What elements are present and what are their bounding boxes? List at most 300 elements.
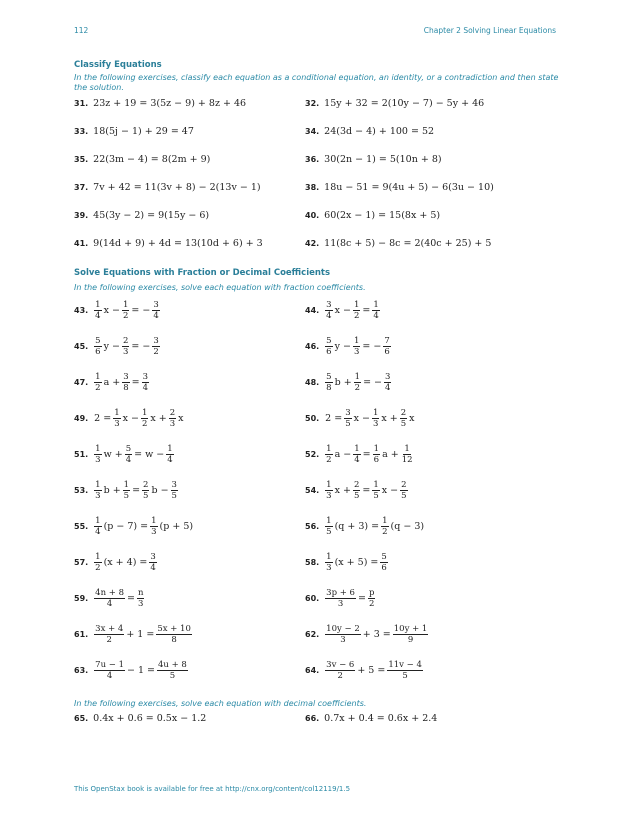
denominator: 9 xyxy=(407,635,414,645)
fraction xyxy=(381,516,388,537)
denominator: 3 xyxy=(151,527,157,537)
exercise-item xyxy=(305,126,434,137)
fraction xyxy=(122,336,129,357)
exercise-item xyxy=(305,588,376,609)
exercise-item xyxy=(305,444,415,465)
fraction xyxy=(325,588,356,609)
exercise-item xyxy=(74,552,158,573)
exercise-number: 41. xyxy=(74,239,89,248)
fraction xyxy=(353,480,360,501)
exercise-number: 45. xyxy=(74,342,89,351)
exercise-equation xyxy=(324,300,381,321)
equation-text: w + xyxy=(103,449,123,460)
fraction xyxy=(137,588,144,609)
exercise-equation xyxy=(324,588,376,609)
exercise-number: 31. xyxy=(74,99,89,108)
exercise-item xyxy=(74,238,263,249)
exercise-number: 57. xyxy=(74,558,89,567)
fraction xyxy=(157,660,188,681)
exercise-number: 34. xyxy=(305,127,320,136)
fraction xyxy=(94,588,125,609)
numerator: 1 xyxy=(123,480,130,490)
denominator: 5 xyxy=(169,671,176,681)
fraction xyxy=(94,552,101,573)
fraction xyxy=(368,588,375,609)
exercise-number: 48. xyxy=(305,378,320,387)
denominator: 8 xyxy=(326,383,332,393)
exercise-item xyxy=(74,126,194,137)
numerator: 3 xyxy=(142,372,149,382)
denominator: 6 xyxy=(384,347,390,357)
exercise-equation xyxy=(93,372,150,393)
fraction xyxy=(142,480,149,501)
fraction xyxy=(166,444,173,465)
exercise-equation xyxy=(93,300,161,321)
denominator: 2 xyxy=(337,671,343,681)
exercise-number: 54. xyxy=(305,486,320,495)
exercise-number: 32. xyxy=(305,99,320,108)
fraction xyxy=(372,408,379,429)
fraction xyxy=(94,624,124,645)
exercise-item xyxy=(305,98,484,109)
numerator: 5 xyxy=(125,444,132,454)
numerator: 3x + 4 xyxy=(95,624,124,634)
numerator: 1 xyxy=(95,552,101,562)
exercise-number: 49. xyxy=(74,414,89,423)
exercise-item xyxy=(305,552,389,573)
numerator: 11v − 4 xyxy=(388,660,422,670)
section-intro-classify: In the following exercises, classify each equation as a conditional equation, an identity, or a contradiction and then state the solution. xyxy=(74,73,559,92)
exercise-equation xyxy=(93,660,189,681)
exercise-number: 52. xyxy=(305,450,320,459)
numerator: 1 xyxy=(326,444,332,454)
fraction xyxy=(373,444,380,465)
exercise-equation: 18u − 51 = 9(4u + 5) − 6(3u − 10) xyxy=(324,182,494,193)
denominator: 3 xyxy=(353,347,360,357)
denominator: 4 xyxy=(106,671,113,681)
numerator: 2 xyxy=(400,408,407,418)
numerator: 3 xyxy=(153,300,159,310)
fraction xyxy=(325,624,361,645)
numerator: 1 xyxy=(373,444,380,454)
fraction xyxy=(152,336,159,357)
exercise-equation xyxy=(324,444,414,465)
exercise-item xyxy=(305,182,494,193)
exercise-item xyxy=(74,98,246,109)
fraction xyxy=(380,552,387,573)
denominator: 4 xyxy=(354,455,360,465)
fraction xyxy=(156,624,192,645)
fraction xyxy=(400,408,407,429)
exercise-equation xyxy=(93,552,158,573)
exercise-number: 66. xyxy=(305,714,320,723)
numerator: 1 xyxy=(95,516,101,526)
exercise-item xyxy=(74,516,194,537)
denominator: 4 xyxy=(125,455,132,465)
fraction xyxy=(387,660,423,681)
exercise-item xyxy=(74,300,161,321)
denominator: 4 xyxy=(142,383,149,393)
denominator: 2 xyxy=(95,383,101,393)
denominator: 4 xyxy=(150,563,156,573)
equation-text: (q − 3) xyxy=(390,521,425,532)
equation-text: = − xyxy=(362,341,382,352)
exercise-number: 37. xyxy=(74,183,89,192)
equation-text: x − xyxy=(122,413,139,424)
exercise-number: 64. xyxy=(305,666,320,675)
exercise-number: 39. xyxy=(74,211,89,220)
exercise-number: 62. xyxy=(305,630,320,639)
exercise-item xyxy=(305,624,429,645)
equation-text: (q + 3) = xyxy=(334,521,380,532)
exercise-number: 59. xyxy=(74,594,89,603)
denominator: 5 xyxy=(401,491,407,501)
exercise-number: 60. xyxy=(305,594,320,603)
exercise-equation xyxy=(93,480,179,501)
fraction xyxy=(94,372,101,393)
numerator: 3 xyxy=(385,372,391,382)
fraction xyxy=(383,336,390,357)
numerator: 2 xyxy=(143,480,149,490)
fraction xyxy=(354,372,361,393)
exercise-item xyxy=(74,624,193,645)
chapter-title: Chapter 2 Solving Linear Equations xyxy=(423,26,556,35)
equation-text: = xyxy=(357,593,366,604)
denominator: 12 xyxy=(401,455,413,465)
equation-text: b + xyxy=(334,377,352,388)
fraction xyxy=(325,372,332,393)
numerator: 5 xyxy=(326,336,332,346)
numerator: n xyxy=(137,588,144,598)
numerator: 4n + 8 xyxy=(95,588,124,598)
exercise-equation xyxy=(324,480,408,501)
exercise-equation xyxy=(93,444,174,465)
exercise-equation: 60(2x − 1) = 15(8x + 5) xyxy=(324,210,441,221)
denominator: 3 xyxy=(340,635,346,645)
exercise-item xyxy=(305,516,425,537)
numerator: 1 xyxy=(95,480,101,490)
equation-text: = xyxy=(131,377,140,388)
footer-note: This OpenStax book is available for free at http://cnx.org/content/col12119/1.5 xyxy=(74,785,351,793)
numerator: 3v − 6 xyxy=(326,660,355,670)
equation-text: + 3 = xyxy=(362,629,391,640)
equation-text: = xyxy=(362,485,371,496)
fraction xyxy=(400,480,407,501)
exercise-equation xyxy=(93,408,184,429)
equation-text: = − xyxy=(131,341,151,352)
fraction xyxy=(94,516,101,537)
equation-text: = xyxy=(132,485,141,496)
equation-text: a + xyxy=(103,377,121,388)
denominator: 3 xyxy=(122,347,129,357)
exercise-item xyxy=(74,408,185,429)
equation-text: + 5 = xyxy=(357,665,386,676)
denominator: 2 xyxy=(141,419,148,429)
denominator: 4 xyxy=(326,311,332,321)
denominator: 5 xyxy=(402,671,408,681)
denominator: 5 xyxy=(373,491,379,501)
exercise-equation: 7v + 42 = 11(3v + 8) − 2(13v − 1) xyxy=(93,182,261,193)
numerator: 2 xyxy=(169,408,176,418)
equation-text: x + xyxy=(334,485,351,496)
exercise-item xyxy=(305,336,392,357)
numerator: 1 xyxy=(151,516,157,526)
equation-text: x − xyxy=(334,305,351,316)
fraction xyxy=(94,300,101,321)
denominator: 5 xyxy=(353,491,360,501)
exercise-equation: 22(3m − 4) = 8(2m + 9) xyxy=(93,154,211,165)
numerator: 1 xyxy=(167,444,173,454)
denominator: 4 xyxy=(95,311,101,321)
exercise-number: 51. xyxy=(74,450,89,459)
denominator: 3 xyxy=(372,419,379,429)
equation-text: a − xyxy=(334,449,352,460)
exercise-equation: 18(5j − 1) + 29 = 47 xyxy=(93,126,194,137)
numerator: 1 xyxy=(373,300,379,310)
numerator: 1 xyxy=(372,408,379,418)
numerator: 5 xyxy=(95,336,101,346)
exercise-item xyxy=(74,372,150,393)
denominator: 2 xyxy=(95,563,101,573)
fraction xyxy=(94,444,101,465)
section-title-fraction: Solve Equations with Fraction or Decimal Coefficients xyxy=(74,268,331,278)
exercise-item xyxy=(305,408,416,429)
numerator: 5 xyxy=(381,552,387,562)
denominator: 5 xyxy=(123,491,130,501)
exercise-item xyxy=(74,210,209,221)
denominator: 2 xyxy=(106,635,112,645)
exercise-number: 33. xyxy=(74,127,89,136)
equation-text: = − xyxy=(131,305,151,316)
exercise-number: 53. xyxy=(74,486,89,495)
denominator: 4 xyxy=(106,599,113,609)
numerator: 3 xyxy=(150,552,156,562)
equation-text: b + xyxy=(103,485,121,496)
exercise-number: 47. xyxy=(74,378,89,387)
fraction xyxy=(325,336,332,357)
equation-text: = xyxy=(362,305,371,316)
fraction xyxy=(113,408,120,429)
exercise-number: 65. xyxy=(74,714,89,723)
numerator: 1 xyxy=(122,300,129,310)
exercise-number: 42. xyxy=(305,239,320,248)
fraction xyxy=(353,444,360,465)
numerator: 1 xyxy=(114,408,120,418)
equation-text: x + xyxy=(381,413,398,424)
exercise-equation xyxy=(324,408,415,429)
exercise-item xyxy=(74,154,210,165)
denominator: 5 xyxy=(143,491,149,501)
denominator: 3 xyxy=(95,491,101,501)
equation-text: x − xyxy=(103,305,120,316)
fraction xyxy=(94,336,101,357)
fraction xyxy=(122,372,129,393)
fraction xyxy=(393,624,429,645)
equation-text: (p − 7) = xyxy=(103,521,149,532)
exercise-number: 56. xyxy=(305,522,320,531)
denominator: 4 xyxy=(167,455,173,465)
denominator: 3 xyxy=(337,599,344,609)
exercise-number: 36. xyxy=(305,155,320,164)
denominator: 4 xyxy=(373,311,379,321)
equation-text: a + xyxy=(382,449,399,460)
exercise-equation xyxy=(324,552,389,573)
exercise-number: 38. xyxy=(305,183,320,192)
exercise-equation: 15y + 32 = 2(10y − 7) − 5y + 46 xyxy=(324,98,485,109)
numerator: 3 xyxy=(326,300,332,310)
numerator: 1 xyxy=(353,336,360,346)
numerator: 3p + 6 xyxy=(326,588,355,598)
exercise-equation: 11(8c + 5) − 8c = 2(40c + 25) + 5 xyxy=(324,238,492,249)
numerator: p xyxy=(368,588,375,598)
denominator: 2 xyxy=(353,311,360,321)
exercise-number: 40. xyxy=(305,211,320,220)
fraction xyxy=(123,480,130,501)
denominator: 4 xyxy=(95,527,101,537)
fraction xyxy=(141,408,148,429)
equation-text: x xyxy=(409,413,415,424)
exercise-item xyxy=(74,713,206,724)
denominator: 8 xyxy=(171,635,177,645)
exercise-number: 50. xyxy=(305,414,320,423)
exercise-item xyxy=(74,480,179,501)
denominator: 2 xyxy=(122,311,129,321)
section-intro-decimal: In the following exercises, solve each equation with decimal coefficients. xyxy=(74,699,367,708)
equation-text: (x + 4) = xyxy=(103,557,148,568)
exercise-item xyxy=(305,713,437,724)
exercise-number: 43. xyxy=(74,306,89,315)
numerator: 1 xyxy=(382,516,388,526)
fraction xyxy=(125,444,132,465)
equation-text: (x + 5) = xyxy=(334,557,379,568)
fraction xyxy=(94,480,101,501)
exercise-item xyxy=(305,660,424,681)
exercise-item xyxy=(74,444,175,465)
numerator: 4u + 8 xyxy=(158,660,187,670)
denominator: 2 xyxy=(326,455,332,465)
denominator: 6 xyxy=(95,347,101,357)
numerator: 2 xyxy=(401,480,407,490)
denominator: 2 xyxy=(382,527,388,537)
denominator: 3 xyxy=(95,455,101,465)
exercise-item xyxy=(305,210,440,221)
fraction xyxy=(142,372,149,393)
exercise-equation: 30(2n − 1) = 5(10n + 8) xyxy=(324,154,442,165)
fraction xyxy=(353,300,360,321)
denominator: 5 xyxy=(400,419,407,429)
equation-text: 2 = xyxy=(325,413,343,424)
fraction xyxy=(169,408,176,429)
fraction xyxy=(353,336,360,357)
equation-text: x − xyxy=(381,485,399,496)
exercise-item xyxy=(305,480,409,501)
exercise-equation xyxy=(324,336,392,357)
denominator: 3 xyxy=(169,419,176,429)
denominator: 5 xyxy=(345,419,351,429)
numerator: 7u − 1 xyxy=(95,660,124,670)
equation-text: y − xyxy=(103,341,120,352)
fraction xyxy=(325,300,332,321)
equation-text: = xyxy=(127,593,135,604)
fraction xyxy=(325,660,355,681)
exercise-item xyxy=(305,372,392,393)
denominator: 3 xyxy=(326,491,332,501)
equation-text: = xyxy=(362,449,371,460)
fraction xyxy=(325,516,332,537)
exercise-equation: 24(3d − 4) + 100 = 52 xyxy=(324,126,435,137)
section-title-classify: Classify Equations xyxy=(74,60,162,70)
denominator: 8 xyxy=(123,383,129,393)
numerator: 1 xyxy=(326,516,332,526)
numerator: 3 xyxy=(153,336,159,346)
numerator: 1 xyxy=(326,480,332,490)
numerator: 2 xyxy=(353,480,360,490)
exercise-equation: 23z + 19 = 3(5z − 9) + 8z + 46 xyxy=(93,98,247,109)
equation-text: − 1 = xyxy=(127,665,156,676)
fraction xyxy=(122,300,129,321)
numerator: 7 xyxy=(384,336,390,346)
exercise-item xyxy=(305,238,491,249)
numerator: 1 xyxy=(141,408,148,418)
numerator: 2 xyxy=(122,336,129,346)
numerator: 10y − 2 xyxy=(326,624,360,634)
denominator: 2 xyxy=(153,347,159,357)
numerator: 3 xyxy=(123,372,129,382)
denominator: 3 xyxy=(326,563,332,573)
exercise-number: 35. xyxy=(74,155,89,164)
numerator: 1 xyxy=(404,444,410,454)
denominator: 4 xyxy=(153,311,159,321)
exercise-equation: 0.4x + 0.6 = 0.5x − 1.2 xyxy=(93,713,207,724)
equation-text: = − xyxy=(363,377,383,388)
numerator: 3 xyxy=(171,480,177,490)
fraction xyxy=(149,552,156,573)
denominator: 5 xyxy=(326,527,332,537)
denominator: 3 xyxy=(114,419,120,429)
exercise-equation xyxy=(93,336,161,357)
numerator: 5 xyxy=(326,372,332,382)
exercise-number: 63. xyxy=(74,666,89,675)
numerator: 1 xyxy=(354,444,360,454)
equation-text: 2 = xyxy=(94,413,112,424)
denominator: 6 xyxy=(381,563,387,573)
fraction xyxy=(152,300,159,321)
exercise-item xyxy=(74,588,145,609)
exercise-item xyxy=(305,154,442,165)
equation-text: + 1 = xyxy=(126,629,155,640)
exercise-item xyxy=(74,336,161,357)
exercise-equation: 45(3y − 2) = 9(15y − 6) xyxy=(93,210,210,221)
exercise-item xyxy=(74,182,261,193)
numerator: 1 xyxy=(95,300,101,310)
fraction xyxy=(401,444,414,465)
denominator: 3 xyxy=(138,599,144,609)
numerator: 1 xyxy=(354,372,361,382)
page-number: 112 xyxy=(74,26,89,35)
equation-text: b − xyxy=(151,485,169,496)
fraction xyxy=(384,372,391,393)
exercise-item xyxy=(305,300,381,321)
fraction xyxy=(171,480,178,501)
exercise-equation xyxy=(324,624,429,645)
exercise-number: 46. xyxy=(305,342,320,351)
fraction xyxy=(344,408,351,429)
fraction xyxy=(325,480,332,501)
fraction xyxy=(150,516,157,537)
exercise-number: 44. xyxy=(305,306,320,315)
fraction xyxy=(94,660,125,681)
equation-text: y − xyxy=(334,341,351,352)
